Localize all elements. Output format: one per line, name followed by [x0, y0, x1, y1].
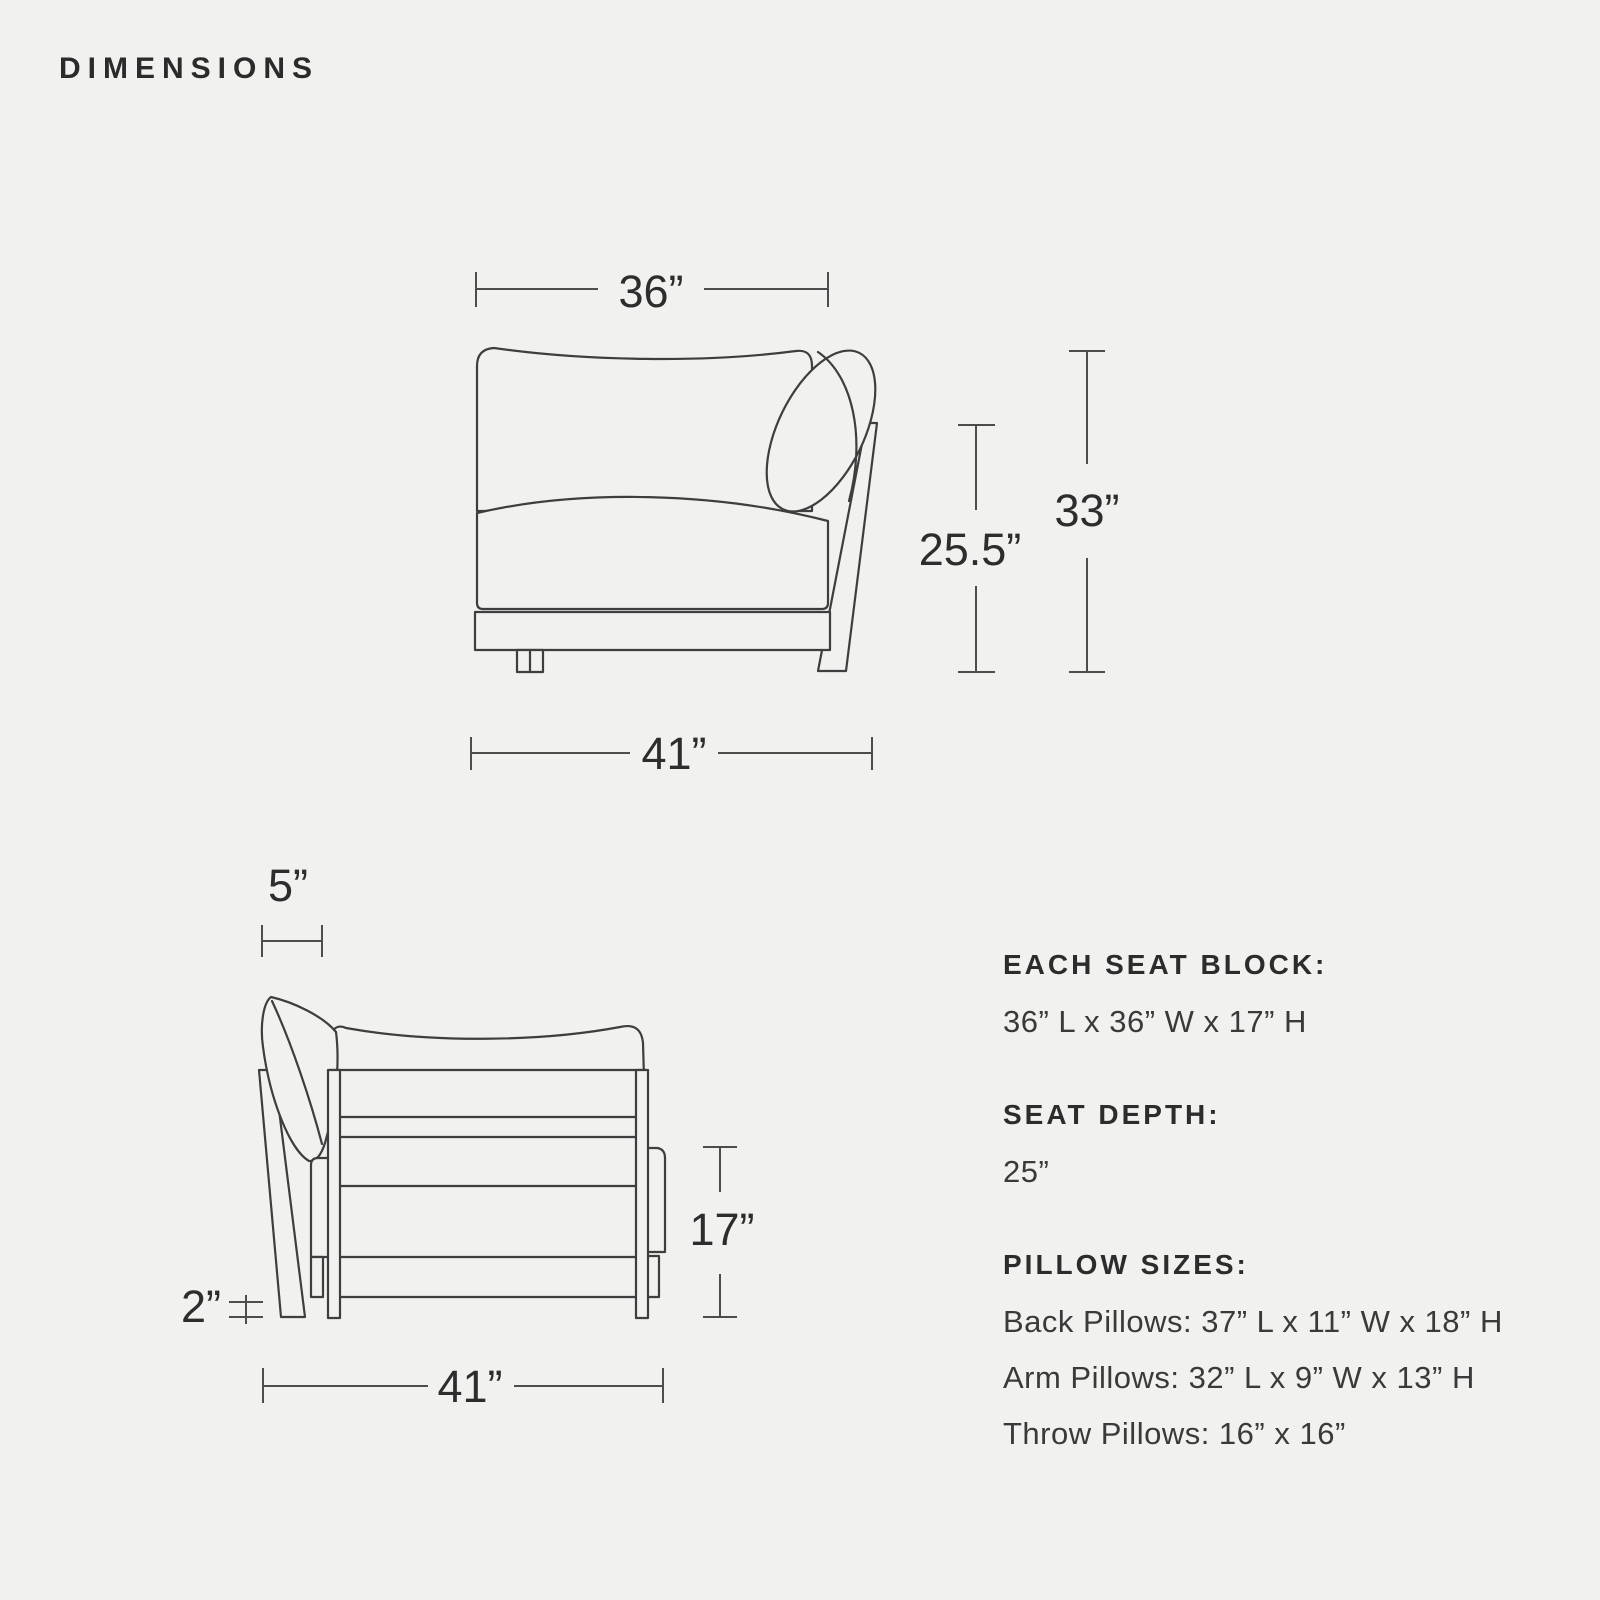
side-seat-cushion — [477, 497, 828, 609]
back-seat-edge-left — [311, 1158, 329, 1257]
spec-seat-block — [1003, 948, 1563, 1050]
dim-side-overall-depth-label: 41” — [641, 728, 707, 779]
back-base-rail — [330, 1257, 646, 1297]
dim-back-seat-height-label: 17” — [689, 1204, 755, 1255]
spec-arm-pillows-value: Arm Pillows: 32” L x 9” W x 13” H — [1003, 1360, 1475, 1395]
dim-back-overall-width — [263, 1361, 663, 1412]
back-post-left — [328, 1070, 340, 1318]
back-top-rail — [330, 1070, 646, 1117]
spec-list — [1003, 948, 1563, 1510]
dim-side-back-frame-height — [919, 425, 1022, 672]
dim-back-arm-width-label: 5” — [267, 860, 309, 911]
dim-back-arm-width-lines — [262, 925, 322, 957]
spec-back-pillows-value: Back Pillows: 37” L x 11” W x 18” H — [1003, 1304, 1503, 1339]
spec-seat-depth-heading: SEAT DEPTH: — [1003, 1099, 1221, 1130]
spec-pillow-sizes-heading: PILLOW SIZES: — [1003, 1249, 1249, 1280]
dim-side-back-frame-height-label: 25.5” — [918, 524, 1022, 575]
dim-back-leg-height-label: 2” — [180, 1281, 222, 1332]
spec-seat-depth-value: 25” — [1003, 1154, 1050, 1189]
back-seat-edge-right — [647, 1148, 665, 1252]
back-base-edge-left — [311, 1257, 323, 1297]
back-view-drawing — [259, 997, 665, 1318]
side-view-drawing — [475, 334, 898, 672]
back-mid-rail — [330, 1137, 646, 1186]
dim-back-arm-width — [262, 860, 322, 957]
spec-seat-depth — [1003, 1098, 1563, 1200]
spec-throw-pillows-value: Throw Pillows: 16” x 16” — [1003, 1416, 1346, 1451]
dim-side-seat-width-label: 36” — [618, 266, 684, 317]
dim-back-overall-width-label: 41” — [437, 1361, 503, 1412]
side-base — [475, 612, 830, 650]
dim-side-overall-depth — [471, 728, 872, 779]
spec-seat-block-heading: EACH SEAT BLOCK: — [1003, 949, 1328, 980]
page-title: DIMENSIONS — [59, 52, 320, 85]
dim-side-seat-width — [476, 266, 828, 317]
dim-side-overall-height — [1054, 351, 1119, 672]
dim-back-seat-height — [689, 1147, 754, 1317]
side-back-cushion — [477, 348, 812, 511]
dim-back-leg-height-lines — [229, 1295, 263, 1324]
spec-pillow-sizes — [1003, 1248, 1563, 1462]
dim-back-leg-height — [181, 1281, 263, 1332]
back-post-right — [636, 1070, 648, 1318]
spec-seat-block-value: 36” L x 36” W x 17” H — [1003, 1004, 1307, 1039]
dim-side-overall-height-label: 33” — [1054, 485, 1120, 536]
